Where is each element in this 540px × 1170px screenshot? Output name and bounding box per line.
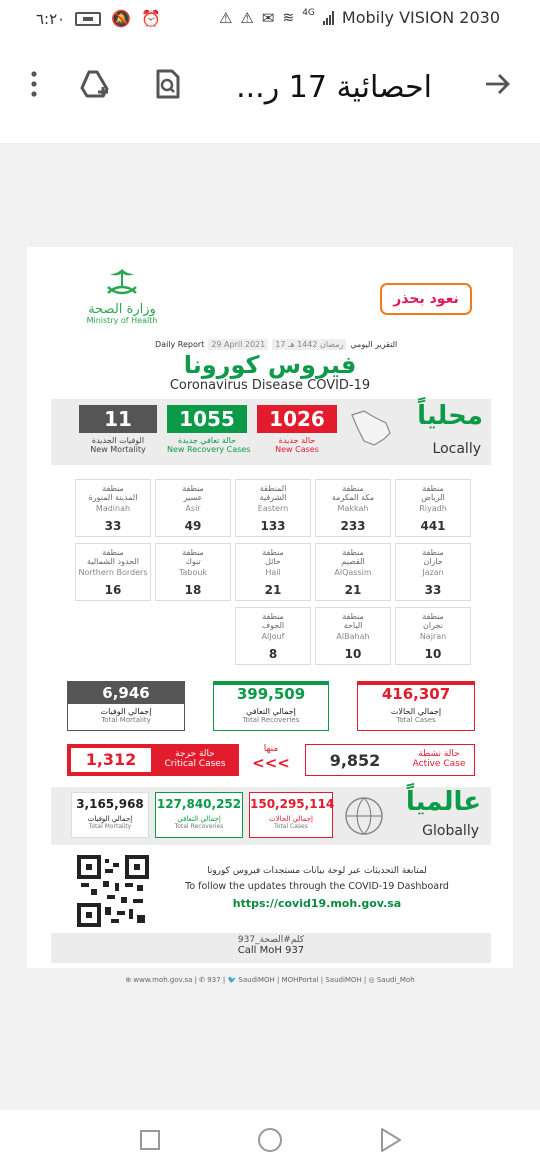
status-left (36, 9, 161, 28)
locally-ar: محلياً (417, 401, 483, 431)
dashboard-link[interactable]: https://covid19.moh.gov.sa (232, 897, 402, 910)
region-value: 21 (344, 583, 362, 597)
region-value: 10 (424, 647, 442, 661)
region-name-ar: نجران (423, 621, 443, 630)
new-cases-en: New Cases (275, 445, 319, 454)
total-cases-ar: إجمالي الحالات (390, 707, 442, 716)
new-mortality-en: New Mortality (90, 445, 146, 454)
new-recovery-value: 1055 (167, 405, 247, 433)
region-name-en: Tabouk (178, 568, 208, 577)
follow-ar: لمتابعة التحديثات عبر لوحة بيانات مستجدات فيروس كورونا (207, 866, 427, 876)
region-value: 10 (344, 647, 362, 661)
region-name-ar: الرياض (421, 493, 445, 502)
region-tile (235, 479, 311, 537)
region-tile (395, 607, 471, 665)
critical-en: Critical Cases (164, 759, 226, 769)
home-button[interactable] (254, 1124, 286, 1156)
signal-icon (323, 11, 334, 25)
palm-swords-icon (102, 267, 142, 299)
critical-ar: حالة حرجة (175, 749, 215, 760)
total-mortality-en: Total Mortality (101, 716, 151, 724)
total-mortality-value: 6,946 (68, 682, 184, 704)
total-mortality-box (67, 681, 185, 731)
warning-icon: ⚠ (218, 8, 233, 27)
global-cases-value: 150,295,114 (250, 797, 335, 811)
ministry-name-en: Ministry of Health (86, 316, 158, 325)
critical-value: 1,312 (71, 748, 151, 772)
active-value: 9,852 (329, 750, 381, 770)
region-name-ar: جازان (423, 557, 443, 566)
region-label-ar: منطقة (342, 548, 364, 557)
region-name-en: AlJouf (261, 632, 285, 641)
recovery-tile (167, 405, 251, 454)
global-recoveries-value: 127,840,252 (156, 797, 242, 811)
region-tile (75, 479, 151, 537)
region-name-ar: الباحة (343, 621, 363, 630)
daily-report-ar: التقرير اليومي (350, 340, 398, 349)
more-options-icon[interactable] (14, 64, 54, 104)
region-label-ar: منطقة (262, 612, 284, 621)
new-cases-ar: حالة جديدة (278, 436, 316, 445)
date-ar: 17 رمضان 1442 هـ (272, 339, 346, 350)
recents-button[interactable] (134, 1124, 166, 1156)
call-ar: كلم#الصحة_937 (237, 935, 305, 945)
region-tile (235, 607, 311, 665)
region-label-ar: منطقة (182, 548, 204, 557)
alarm-icon: ⏰ (141, 9, 162, 28)
new-recovery-ar: حالة تعافي جديدة (178, 436, 236, 445)
new-mortality-ar: الوفيات الجديدة (91, 436, 145, 445)
critical-box (67, 744, 239, 776)
region-tile (155, 543, 231, 601)
region-value: 133 (260, 519, 286, 533)
global-mortality-box (71, 792, 149, 838)
region-label-ar: منطقة (102, 484, 124, 493)
region-name-ar: حائل (265, 557, 281, 566)
region-value: 16 (104, 583, 122, 597)
locally-en: Locally (432, 441, 481, 457)
report-image (27, 247, 513, 984)
cases-tile (257, 405, 337, 454)
moh-logo (77, 267, 167, 325)
app-toolbar (0, 36, 540, 144)
global-cases-box (249, 792, 333, 838)
new-recovery-en: New Recovery Cases (167, 445, 251, 454)
active-ar: حالة نشطة (418, 749, 460, 760)
global-mortality-ar: إجمالي الوفيات (87, 815, 133, 823)
region-value: 49 (184, 519, 202, 533)
qr-code (77, 855, 149, 927)
add-to-drive-icon[interactable] (76, 64, 116, 104)
region-tile (235, 543, 311, 601)
total-recoveries-value: 399,509 (214, 682, 328, 704)
region-tile (315, 607, 391, 665)
mail-icon: ✉ (261, 8, 275, 27)
region-label-ar: منطقة (102, 548, 124, 557)
global-recoveries-en: Total Recoveries (174, 823, 224, 830)
region-name-en: AlBahah (336, 632, 370, 641)
active-box (305, 744, 475, 776)
region-label-ar: منطقة (182, 484, 204, 493)
carrier-name: Mobily VISION 2030 (341, 8, 500, 27)
region-tile (75, 543, 151, 601)
footer-links: ⊕ www.moh.gov.sa | ✆ 937 | 🐦 SaudiMOH | MOHPortal | SaudiMOH | ◎ Saudi_Moh (125, 976, 415, 984)
local-summary (51, 399, 491, 465)
file-title: احصائية 17 ر... (236, 70, 432, 105)
follow-en: To follow the updates through the COVID-19 Dashboard (185, 881, 449, 892)
region-tile (395, 479, 471, 537)
campaign-logo: نعود بحذر (380, 283, 472, 315)
warning-icon-2: ⚠ (240, 8, 254, 27)
globally-en: Globally (422, 823, 479, 839)
new-cases-value: 1026 (257, 405, 337, 433)
total-mortality-ar: إجمالي الوفيات (100, 707, 152, 716)
region-name-ar: عسير (183, 493, 203, 502)
region-value: 33 (424, 583, 442, 597)
system-nav-bar (0, 1110, 540, 1170)
region-name-en: Jazan (422, 568, 444, 577)
region-name-en: AlQassim (334, 568, 372, 577)
region-label-ar: منطقة (262, 548, 284, 557)
total-recoveries-en: Total Recoveries (242, 716, 300, 724)
call-box (51, 933, 491, 963)
region-name-ar: تبوك (185, 557, 201, 566)
globally-ar: عالمياً (405, 787, 481, 817)
global-mortality-value: 3,165,968 (76, 797, 144, 811)
region-value: 233 (340, 519, 366, 533)
call-en: Call MoH 937 (237, 945, 305, 956)
date-en: 29 April 2021 (208, 339, 268, 350)
region-tile (155, 479, 231, 537)
globe-icon (343, 795, 385, 837)
region-name-ar: الحدود الشمالية (87, 557, 139, 566)
new-mortality-value: 11 (79, 405, 157, 433)
active-en: Active Case (412, 759, 466, 769)
region-tile (395, 543, 471, 601)
region-label-ar: منطقة (342, 612, 364, 621)
screen-cast-icon (75, 12, 101, 26)
arrows-icon: <<< (252, 754, 290, 772)
global-cases-ar: إجمالي الحالات (269, 815, 313, 823)
total-cases-value: 416,307 (358, 682, 474, 704)
region-value: 21 (264, 583, 282, 597)
region-name-en: Najran (419, 632, 447, 641)
global-mortality-en: Total Mortality (88, 823, 132, 830)
region-value: 18 (184, 583, 202, 597)
region-label-ar: منطقة (422, 612, 444, 621)
daily-report-line (155, 339, 397, 350)
region-label-ar: منطقة (342, 484, 364, 493)
network-type: 4G (302, 7, 315, 18)
region-name-en: Riyadh (419, 504, 447, 513)
total-cases-en: Total Cases (396, 716, 436, 724)
region-value: 8 (268, 647, 278, 661)
saudi-map-icon (346, 407, 394, 449)
region-name-ar: المدينة المنورة (88, 493, 138, 502)
region-label-ar: المنطقة (259, 484, 287, 493)
status-right (219, 8, 500, 27)
region-label-ar: منطقة (422, 548, 444, 557)
status-bar (0, 0, 540, 36)
global-recoveries-box (155, 792, 243, 838)
virus-title-en: Coronavirus Disease COVID-19 (169, 378, 371, 393)
region-name-en: Eastern (257, 504, 289, 513)
search-in-file-icon[interactable] (148, 64, 188, 104)
total-recoveries-ar: إجمالي التعافي (246, 707, 296, 716)
clock: ٦:٢٠ (36, 9, 66, 28)
back-button[interactable] (374, 1124, 406, 1156)
region-name-ar: الجوف (261, 621, 285, 630)
ministry-name-ar: وزارة الصحة (88, 302, 156, 317)
region-name-ar: مكة المكرمة (331, 493, 375, 502)
region-value: 33 (104, 519, 122, 533)
total-cases-box (357, 681, 475, 731)
global-recoveries-ar: إجمالي التعافي (177, 815, 221, 823)
region-name-en: Northern Borders (78, 568, 148, 577)
virus-title-ar: فيروس كورونا (183, 351, 357, 379)
daily-report-en: Daily Report (155, 340, 205, 349)
total-recoveries-box (213, 681, 329, 731)
notification-off-icon: 🔕 (111, 9, 132, 28)
region-tile (315, 479, 391, 537)
among-them-label (245, 744, 297, 772)
region-name-ar: الشرقية (259, 493, 287, 502)
region-label-ar: منطقة (422, 484, 444, 493)
region-name-ar: القصيم (341, 557, 365, 566)
mortality-tile (79, 405, 157, 454)
among-them-text: منها (263, 744, 279, 754)
region-name-en: Asir (185, 504, 201, 513)
wifi-icon: ≋ (282, 9, 295, 26)
region-value: 441 (420, 519, 446, 533)
global-cases-en: Total Cases (274, 823, 308, 830)
forward-arrow-icon[interactable] (478, 64, 518, 104)
region-name-en: Madinah (95, 504, 131, 513)
region-tile (315, 543, 391, 601)
region-name-en: Hail (265, 568, 281, 577)
region-name-en: Makkah (337, 504, 369, 513)
global-summary (51, 787, 491, 845)
